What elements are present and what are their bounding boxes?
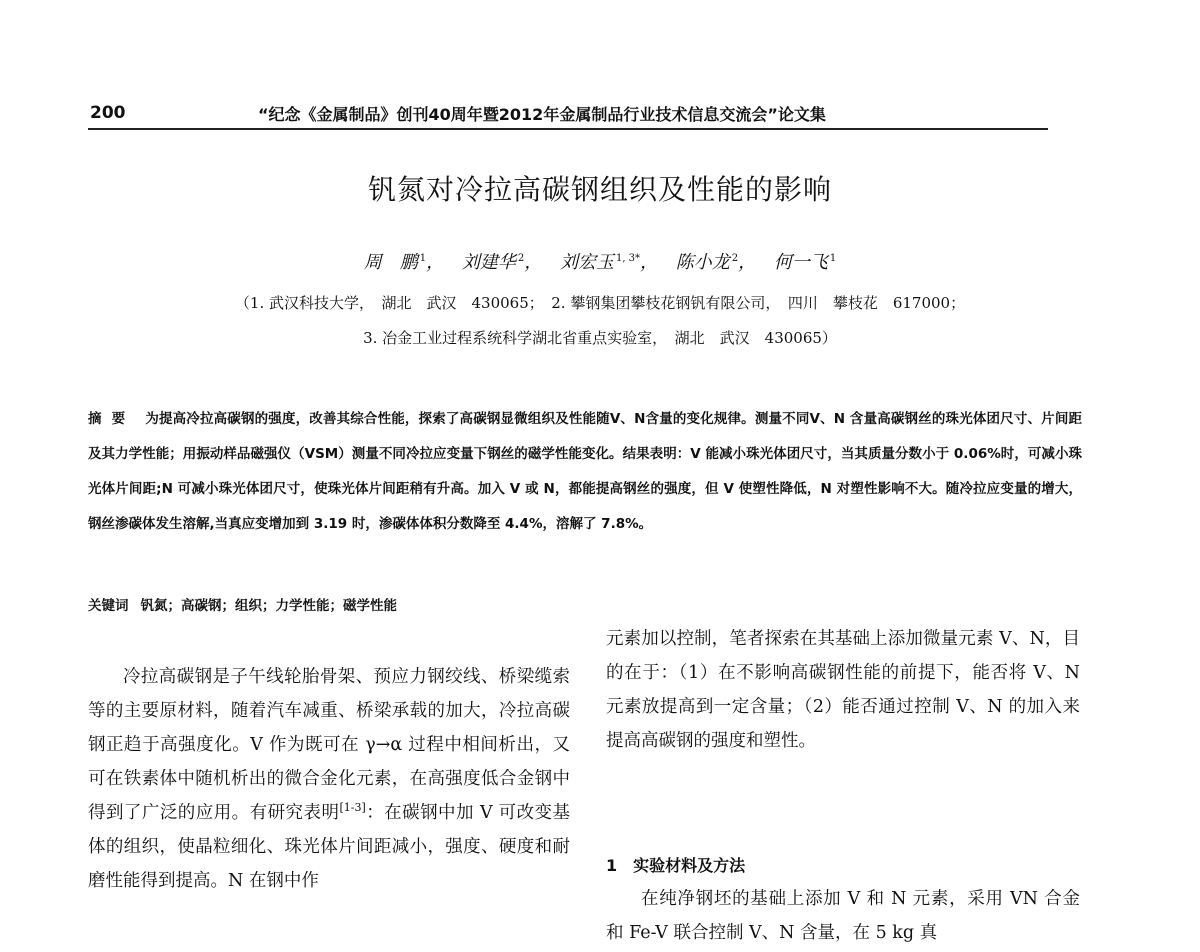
author — [774, 252, 836, 273]
section-heading: 1 实验材料及方法 — [606, 856, 746, 875]
abstract-text: 为提高冷拉高碳钢的强度，改善其综合性能，探索了高碳钢显微组织及性能随V、N含量的变化规律。测量不同V、N 含量高碳钢丝的珠光体团尺寸、片间距及其力学性能；用振动样品磁强仪（VSM）测量不同冷拉应变量下钢丝的磁学性能变化。结果表明：V 能减小珠光体团尺寸，当其质量分数小于 0.06%时，可减小珠光体片间距;N 可减小珠光体团尺寸，使珠光体片间距稍有升高。加入 V 或 N，都能提高钢丝的强度，但 V 使塑性降低，N 对塑性影响不大。随冷拉应变量的增大，钢丝渗碳体发生溶解,当真应变增加到 3.19 时，渗碳体体积分数降至 4.4%，溶解了 7.8%。 — [88, 411, 1082, 532]
affiliation-line-1: （1. 武汉科技大学， 湖北 武汉 430065； 2. 攀钢集团攀枝花钢钒有限公司， 四川 攀枝花 617000； — [234, 294, 966, 312]
abstract-label: 摘要 — [88, 411, 136, 427]
author-name: 刘宏玉 — [559, 252, 614, 273]
page-header — [88, 100, 1048, 130]
intro-text-2: ：在碳钢中加 V 可改变基体的组织，使晶粒细化、珠光体片间距减小，强度、硬度和耐磨性能得到提高。N 在钢中作 — [88, 803, 571, 891]
paper-title: 钒氮对冷拉高碳钢组织及性能的影响 — [367, 173, 832, 206]
right-paragraph-2: 在纯净钢坯的基础上添加 V 和 N 元素，采用 VN 合金和 Fe-V 联合控制 V、N 含量，在 5 kg 真 — [606, 889, 1080, 943]
author-name: 何一飞 — [773, 252, 828, 273]
keywords-text: 钒氮；高碳钢；组织；力学性能；磁学性能 — [140, 598, 397, 614]
page-number: 200 — [90, 103, 126, 123]
author-affil-mark: 1, 3* — [615, 253, 641, 264]
body-right-paragraph-1 — [606, 622, 1080, 758]
citation-ref: [1-3] — [339, 801, 366, 815]
author-affil-mark: 1 — [829, 253, 837, 264]
author: 刘建华 $^2$， — [461, 252, 543, 273]
author: 陈小龙 $^2$， — [675, 252, 757, 273]
author-affil-mark: 1 — [419, 253, 427, 264]
right-paragraph-1: 元素加以控制，笔者探索在其基础上添加微量元素 V、N，目的在于：（1）在不影响高碳钢性能的前提下，能否将 V、N 元素放提高到一定含量；（2）能否通过控制 V、N 的加入来提高高碳钢的强度和塑性。 — [606, 629, 1080, 751]
abstract — [88, 402, 1082, 542]
author-name: 陈小龙 — [675, 252, 730, 273]
keywords-label: 关键词 — [88, 598, 129, 614]
author-name: 周 鹏 — [363, 252, 418, 273]
author-affil-mark: 2 — [517, 253, 525, 264]
body-right-paragraph-2 — [606, 882, 1080, 950]
author-affil-mark: 2 — [731, 253, 739, 264]
author: 周 鹏 $^1$， — [363, 252, 445, 273]
intro-text-1: 冷拉高碳钢是子午线轮胎骨架、预应力钢绞线、桥梁缆索等的主要原材料，随着汽车减重、桥梁承载的加大，冷拉高碳钢正趋于高强度化。V 作为既可在 γ→α 过程中相间析出，又可在铁素体中随机析出的微合金化元素，在高强度低合金钢中得到了广泛的应用。有研究表明 — [88, 667, 570, 823]
author: 刘宏玉 $^{1, 3*}$， — [559, 252, 659, 273]
affiliation-line-2: 3. 冶金工业过程系统科学湖北省重点实验室， 湖北 武汉 430065） — [363, 329, 837, 347]
keywords — [88, 594, 1082, 614]
running-title: “纪念《金属制品》创刊40周年暨2012年金属制品行业技术信息交流会”论文集 — [258, 105, 826, 124]
intro-paragraph — [88, 660, 570, 898]
author-name: 刘建华 — [461, 252, 516, 273]
body-left-column — [88, 660, 570, 898]
author-list — [0, 248, 1200, 274]
